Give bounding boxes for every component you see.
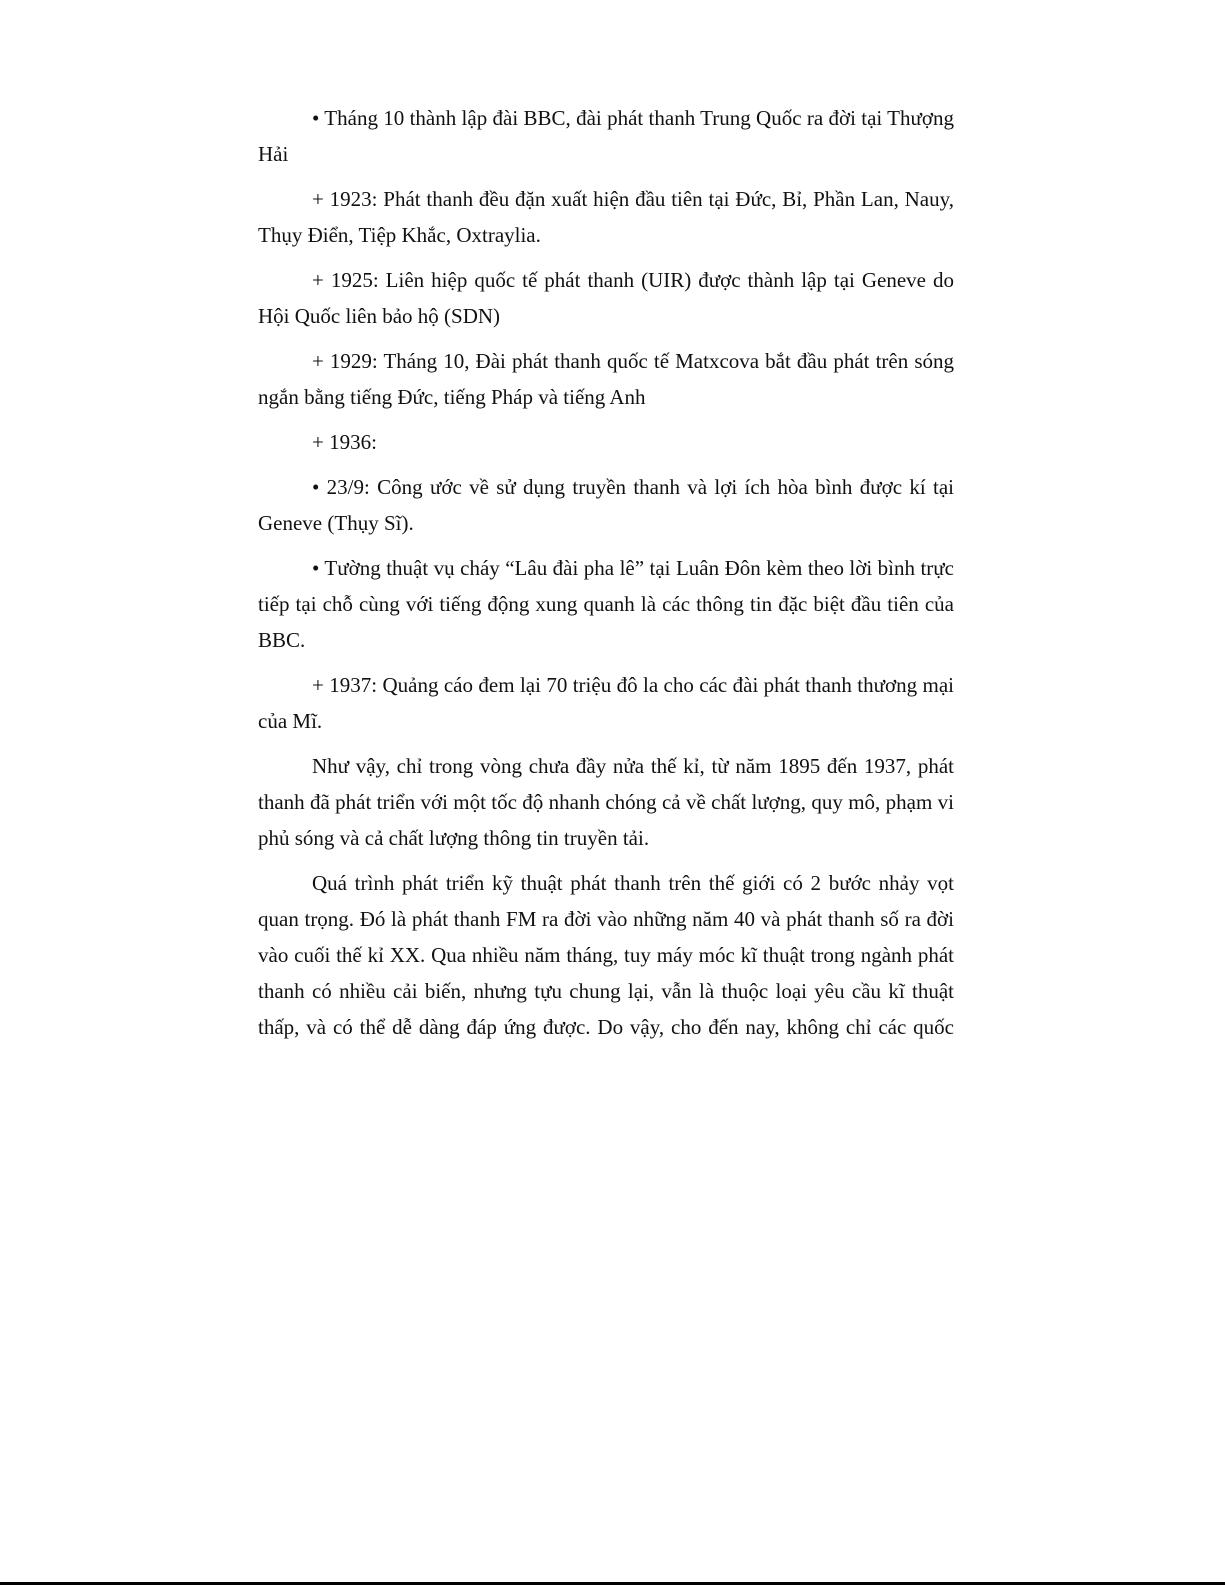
- paragraph-1923: + 1923: Phát thanh đều đặn xuất hiện đầu tiên tại Đức, Bỉ, Phần Lan, Nauy, Thụy Điển, Tiệp Khắc, Oxtraylia.: [258, 187, 954, 247]
- paragraph-1925: + 1925: Liên hiệp quốc tế phát thanh (UIR) được thành lập tại Geneve do Hội Quốc liên bảo hộ (SDN): [258, 268, 954, 328]
- paragraph-1929: + 1929: Tháng 10, Đài phát thanh quốc tế Matxcova bắt đầu phát trên sóng ngắn bằng tiếng Đức, tiếng Pháp và tiếng Anh: [258, 349, 954, 409]
- paragraph-bbc-founding: • Tháng 10 thành lập đài BBC, đài phát thanh Trung Quốc ra đời tại Thượng Hải: [258, 106, 954, 166]
- paragraph-1936: + 1936:: [312, 430, 377, 454]
- paragraph-geneve-convention: • 23/9: Công ước về sử dụng truyền thanh và lợi ích hòa bình được kí tại Geneve (Thụy Sĩ).: [258, 475, 954, 535]
- paragraph-technical-development: Quá trình phát triển kỹ thuật phát thanh trên thế giới có 2 bước nhảy vọt quan trọng. Đó là phát thanh FM ra đời vào những năm 40 và phát thanh số ra đời vào cuối thế kỉ XX. Qua nhiều năm tháng, tuy máy móc kĩ thuật trong ngành phát thanh có nhiều cải biến, nhưng tựu chung lại, vẫn là thuộc loại yêu cầu kĩ thuật thấp, và có thể dễ dàng đáp ứng được. Do vậy, cho đến nay, không chỉ các quốc: [258, 871, 954, 1039]
- paragraph-crystal-palace-report: • Tường thuật vụ cháy “Lâu đài pha lê” tại Luân Đôn kèm theo lời bình trực tiếp tại chỗ cùng với tiếng động xung quanh là các thông tin đặc biệt đầu tiên của BBC.: [258, 556, 954, 652]
- paragraph-summary: Như vậy, chỉ trong vòng chưa đầy nửa thế kỉ, từ năm 1895 đến 1937, phát thanh đã phát triển với một tốc độ nhanh chóng cả về chất lượng, quy mô, phạm vi phủ sóng và cả chất lượng thông tin truyền tải.: [258, 754, 954, 850]
- paragraph-1937: + 1937: Quảng cáo đem lại 70 triệu đô la cho các đài phát thanh thương mại của Mĩ.: [258, 673, 954, 733]
- document-page: [258, 100, 954, 1054]
